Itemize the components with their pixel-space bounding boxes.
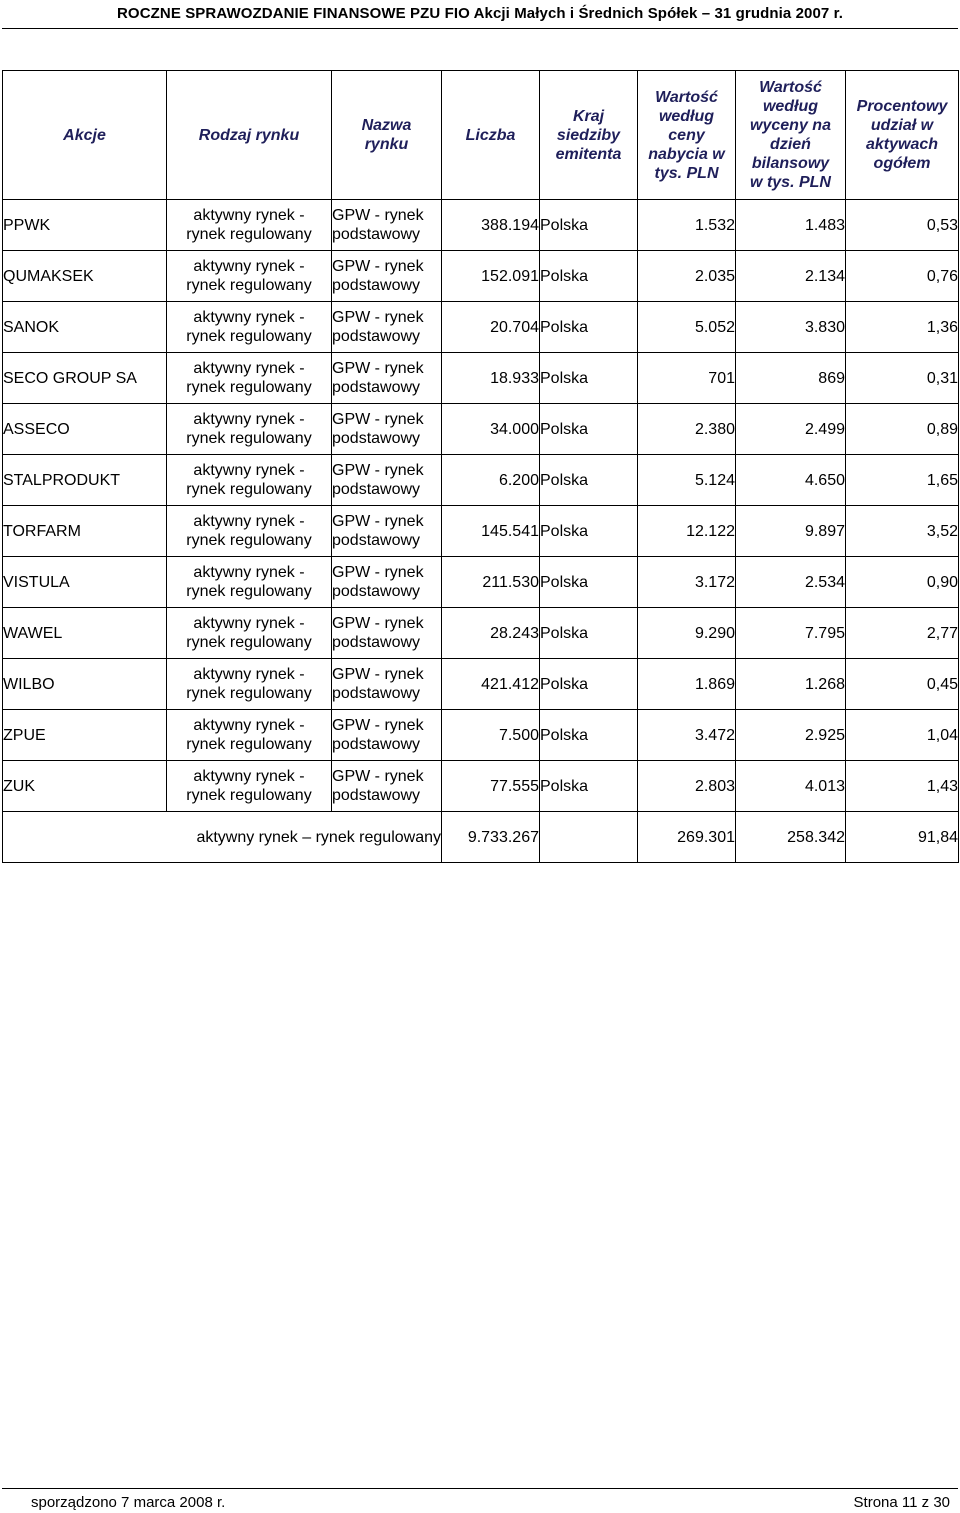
quantity: 388.194 bbox=[442, 200, 540, 251]
stock-name: PPWK bbox=[3, 200, 167, 251]
exchange-name: GPW - rynek podstawowy bbox=[332, 200, 442, 251]
percent-of-assets: 3,52 bbox=[846, 506, 959, 557]
stock-name: SANOK bbox=[3, 302, 167, 353]
percent-of-assets: 0,76 bbox=[846, 251, 959, 302]
issuer-country: Polska bbox=[540, 200, 638, 251]
quantity: 211.530 bbox=[442, 557, 540, 608]
quantity: 28.243 bbox=[442, 608, 540, 659]
table-row bbox=[3, 455, 959, 506]
exchange-name: GPW - rynek podstawowy bbox=[332, 455, 442, 506]
percent-of-assets: 0,90 bbox=[846, 557, 959, 608]
stock-name: WILBO bbox=[3, 659, 167, 710]
stock-name: WAWEL bbox=[3, 608, 167, 659]
exchange-name: GPW - rynek podstawowy bbox=[332, 251, 442, 302]
acquisition-value: 3.172 bbox=[638, 557, 736, 608]
balance-value: 4.650 bbox=[736, 455, 846, 506]
total-acquisition-value: 269.301 bbox=[638, 812, 736, 863]
stock-name: ZUK bbox=[3, 761, 167, 812]
table-row bbox=[3, 353, 959, 404]
stock-name: STALPRODUKT bbox=[3, 455, 167, 506]
table-row bbox=[3, 200, 959, 251]
stock-name: QUMAKSEK bbox=[3, 251, 167, 302]
balance-value: 1.483 bbox=[736, 200, 846, 251]
acquisition-value: 9.290 bbox=[638, 608, 736, 659]
table-row bbox=[3, 506, 959, 557]
exchange-name: GPW - rynek podstawowy bbox=[332, 761, 442, 812]
quantity: 77.555 bbox=[442, 761, 540, 812]
balance-value: 9.897 bbox=[736, 506, 846, 557]
percent-of-assets: 0,53 bbox=[846, 200, 959, 251]
issuer-country: Polska bbox=[540, 557, 638, 608]
percent-of-assets: 0,31 bbox=[846, 353, 959, 404]
total-label: aktywny rynek – rynek regulowany bbox=[3, 812, 442, 863]
quantity: 152.091 bbox=[442, 251, 540, 302]
issuer-country: Polska bbox=[540, 608, 638, 659]
header-wartosc-wyceny: Wartość według wyceny na dzień bilansowy w tys. PLN bbox=[736, 71, 846, 200]
header-nazwa-rynku: Nazwa rynku bbox=[332, 71, 442, 200]
acquisition-value: 1.532 bbox=[638, 200, 736, 251]
page-title: ROCZNE SPRAWOZDANIE FINANSOWE PZU FIO Akcji Małych i Średnich Spółek – 31 grudnia 2007 r. bbox=[117, 5, 843, 22]
exchange-name: GPW - rynek podstawowy bbox=[332, 710, 442, 761]
stock-name: ASSECO bbox=[3, 404, 167, 455]
market-type: aktywny rynek - rynek regulowany bbox=[167, 251, 332, 302]
prepared-date: sporządzono 7 marca 2008 r. bbox=[31, 1494, 226, 1511]
quantity: 18.933 bbox=[442, 353, 540, 404]
balance-value: 2.534 bbox=[736, 557, 846, 608]
exchange-name: GPW - rynek podstawowy bbox=[332, 353, 442, 404]
total-blank bbox=[540, 812, 638, 863]
exchange-name: GPW - rynek podstawowy bbox=[332, 557, 442, 608]
total-percent: 91,84 bbox=[846, 812, 959, 863]
acquisition-value: 2.803 bbox=[638, 761, 736, 812]
balance-value: 4.013 bbox=[736, 761, 846, 812]
header-liczba: Liczba bbox=[442, 71, 540, 200]
market-type: aktywny rynek - rynek regulowany bbox=[167, 353, 332, 404]
stock-name: TORFARM bbox=[3, 506, 167, 557]
table-row bbox=[3, 404, 959, 455]
stock-name: ZPUE bbox=[3, 710, 167, 761]
percent-of-assets: 2,77 bbox=[846, 608, 959, 659]
acquisition-value: 5.052 bbox=[638, 302, 736, 353]
acquisition-value: 5.124 bbox=[638, 455, 736, 506]
issuer-country: Polska bbox=[540, 455, 638, 506]
balance-value: 2.499 bbox=[736, 404, 846, 455]
percent-of-assets: 1,04 bbox=[846, 710, 959, 761]
market-type: aktywny rynek - rynek regulowany bbox=[167, 761, 332, 812]
quantity: 421.412 bbox=[442, 659, 540, 710]
balance-value: 2.925 bbox=[736, 710, 846, 761]
total-row bbox=[3, 812, 959, 863]
percent-of-assets: 0,45 bbox=[846, 659, 959, 710]
acquisition-value: 3.472 bbox=[638, 710, 736, 761]
header-wartosc-nabycia: Wartość według ceny nabycia w tys. PLN bbox=[638, 71, 736, 200]
issuer-country: Polska bbox=[540, 251, 638, 302]
market-type: aktywny rynek - rynek regulowany bbox=[167, 710, 332, 761]
stock-name: SECO GROUP SA bbox=[3, 353, 167, 404]
percent-of-assets: 0,89 bbox=[846, 404, 959, 455]
quantity: 145.541 bbox=[442, 506, 540, 557]
table-row bbox=[3, 608, 959, 659]
issuer-country: Polska bbox=[540, 404, 638, 455]
balance-value: 3.830 bbox=[736, 302, 846, 353]
market-type: aktywny rynek - rynek regulowany bbox=[167, 608, 332, 659]
header-procentowy-udzial: Procentowy udział w aktywach ogółem bbox=[846, 71, 959, 200]
table-header-row bbox=[3, 71, 959, 200]
header-akcje: Akcje bbox=[3, 71, 167, 200]
market-type: aktywny rynek - rynek regulowany bbox=[167, 404, 332, 455]
exchange-name: GPW - rynek podstawowy bbox=[332, 506, 442, 557]
acquisition-value: 2.035 bbox=[638, 251, 736, 302]
issuer-country: Polska bbox=[540, 761, 638, 812]
exchange-name: GPW - rynek podstawowy bbox=[332, 608, 442, 659]
balance-value: 2.134 bbox=[736, 251, 846, 302]
percent-of-assets: 1,65 bbox=[846, 455, 959, 506]
exchange-name: GPW - rynek podstawowy bbox=[332, 404, 442, 455]
market-type: aktywny rynek - rynek regulowany bbox=[167, 200, 332, 251]
quantity: 6.200 bbox=[442, 455, 540, 506]
header-kraj: Kraj siedziby emitenta bbox=[540, 71, 638, 200]
balance-value: 869 bbox=[736, 353, 846, 404]
percent-of-assets: 1,43 bbox=[846, 761, 959, 812]
balance-value: 1.268 bbox=[736, 659, 846, 710]
market-type: aktywny rynek - rynek regulowany bbox=[167, 302, 332, 353]
market-type: aktywny rynek - rynek regulowany bbox=[167, 659, 332, 710]
table-body bbox=[3, 200, 959, 863]
issuer-country: Polska bbox=[540, 353, 638, 404]
total-balance-value: 258.342 bbox=[736, 812, 846, 863]
table-row bbox=[3, 557, 959, 608]
acquisition-value: 701 bbox=[638, 353, 736, 404]
table-row bbox=[3, 761, 959, 812]
stock-name: VISTULA bbox=[3, 557, 167, 608]
acquisition-value: 12.122 bbox=[638, 506, 736, 557]
holdings-table bbox=[2, 70, 959, 863]
issuer-country: Polska bbox=[540, 506, 638, 557]
page-number: Strona 11 z 30 bbox=[853, 1494, 950, 1511]
acquisition-value: 2.380 bbox=[638, 404, 736, 455]
issuer-country: Polska bbox=[540, 710, 638, 761]
acquisition-value: 1.869 bbox=[638, 659, 736, 710]
table-row bbox=[3, 251, 959, 302]
exchange-name: GPW - rynek podstawowy bbox=[332, 302, 442, 353]
header-rodzaj-rynku: Rodzaj rynku bbox=[167, 71, 332, 200]
quantity: 7.500 bbox=[442, 710, 540, 761]
total-quantity: 9.733.267 bbox=[442, 812, 540, 863]
market-type: aktywny rynek - rynek regulowany bbox=[167, 557, 332, 608]
footer-divider bbox=[2, 1488, 958, 1489]
table-row bbox=[3, 710, 959, 761]
quantity: 20.704 bbox=[442, 302, 540, 353]
quantity: 34.000 bbox=[442, 404, 540, 455]
percent-of-assets: 1,36 bbox=[846, 302, 959, 353]
issuer-country: Polska bbox=[540, 659, 638, 710]
table-row bbox=[3, 659, 959, 710]
exchange-name: GPW - rynek podstawowy bbox=[332, 659, 442, 710]
table-row bbox=[3, 302, 959, 353]
balance-value: 7.795 bbox=[736, 608, 846, 659]
market-type: aktywny rynek - rynek regulowany bbox=[167, 455, 332, 506]
header-divider bbox=[2, 28, 958, 29]
issuer-country: Polska bbox=[540, 302, 638, 353]
market-type: aktywny rynek - rynek regulowany bbox=[167, 506, 332, 557]
